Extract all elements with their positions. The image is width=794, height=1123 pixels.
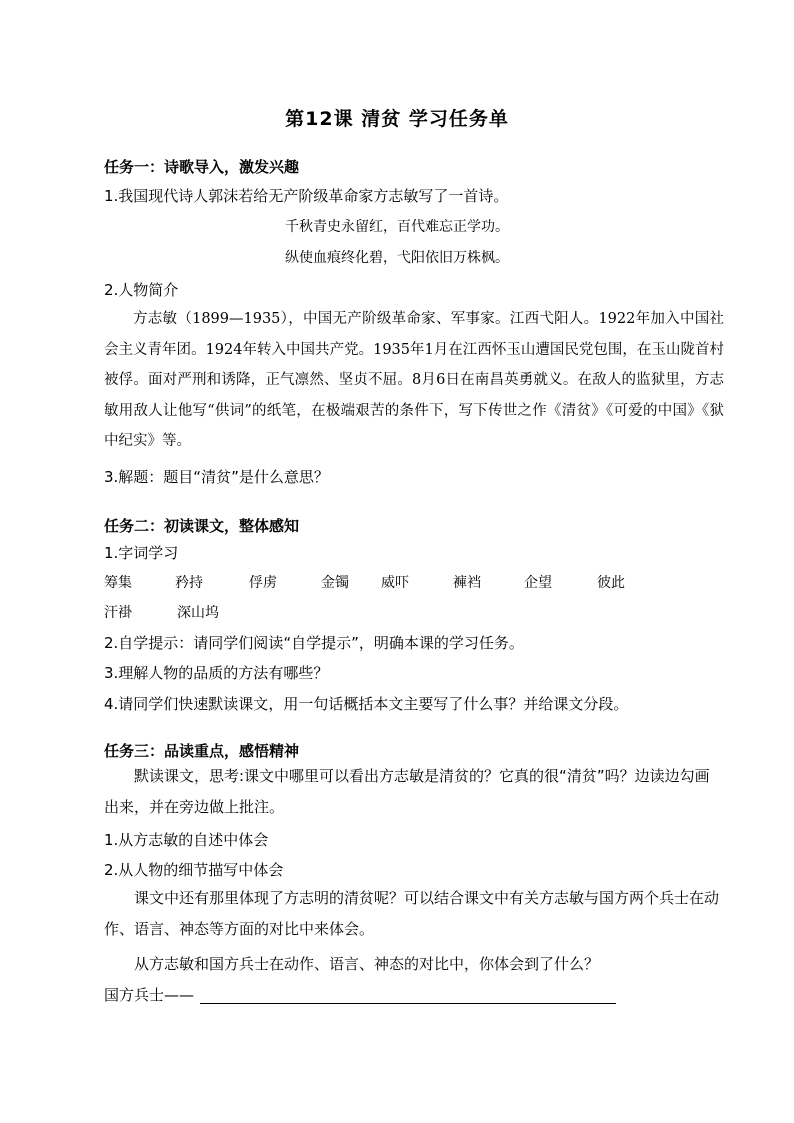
poem-line-1: 千秋青史永留红，百代难忘正学功。 — [285, 219, 509, 235]
vocab-word: 威吓 — [381, 575, 409, 591]
poem-line-2: 纵使血痕终化碧，弋阳依旧万株枫。 — [285, 250, 509, 266]
task1-item2: 2.人物简介 — [104, 281, 179, 299]
task2-item3: 3.理解人物的品质的方法有哪些？ — [104, 664, 329, 682]
fill-in-blank-line[interactable] — [200, 1003, 616, 1004]
task1-item1: 1.我国现代诗人郭沫若给无产阶级革命家方志敏写了一首诗。 — [104, 187, 509, 205]
task2-item1: 1.字词学习 — [104, 544, 179, 562]
vocab-word: 金镯 — [321, 575, 349, 591]
task3-item2: 2.从人物的细节描写中体会 — [104, 861, 284, 879]
vocab-word: 彼此 — [597, 575, 625, 591]
vocab-word: 矜持 — [175, 575, 203, 591]
task3-intro: 默读课文，思考:课文中哪里可以看出方志敏是清贫的？它真的很“清贫”吗？边读边勾画出来，并在旁边做上批注。 — [104, 767, 710, 816]
task3-paragraph-1: 课文中还有那里体现了方志明的清贫呢？可以结合课文中有关方志敏与国方两个兵士在动作、语言、神态等方面的对比中来体会。 — [104, 889, 720, 938]
task3-paragraph-2: 从方志敏和国方兵士在动作、语言、神态的对比中，你体会到了什么？ — [134, 955, 600, 973]
task2-item2: 2.自学提示：请同学们阅读“自学提示”，明确本课的学习任务。 — [104, 634, 524, 652]
task3-item1: 1.从方志敏的自述中体会 — [104, 831, 269, 849]
vocab-word: 俘虏 — [249, 575, 277, 591]
vocab-word: 筹集 — [104, 575, 132, 591]
task1-item3: 3.解题：题目“清贫”是什么意思？ — [104, 468, 329, 486]
bio-paragraph: 方志敏（1899—1935），中国无产阶级革命家、军事家。江西弋阳人。1922年加入中国社会主义青年团。1924年转入中国共产党。1935年1月在江西怀玉山遭国民党包围，在玉山陇首村被俘。面对严刑和诱降，正气凛然、坚贞不屈。8月6日在南昌英勇就义。在敌人的监狱里，方志敏用敌人让他写“供词”的纸笔，在极端艰苦的条件下，写下传世之作《清贫》《可爱的中国》《狱中纪实》等。 — [104, 311, 724, 449]
page-title: 第12课 清贫 学习任务单 — [285, 108, 509, 130]
fill-in-label: 国方兵士—— — [104, 986, 195, 1004]
vocab-word: 汗褂 — [104, 605, 132, 621]
task2-item4: 4.请同学们快速默读课文，用一句话概括本文主要写了什么事？并给课文分段。 — [104, 695, 629, 713]
vocab-word: 深山坞 — [177, 605, 219, 621]
vocab-word: 企望 — [524, 575, 552, 591]
task1-heading: 任务一：诗歌导入，激发兴趣 — [104, 158, 300, 176]
task2-heading: 任务二：初读课文，整体感知 — [104, 517, 300, 535]
task3-heading: 任务三：品读重点，感悟精神 — [104, 742, 300, 760]
vocab-word: 褲裆 — [453, 575, 481, 591]
